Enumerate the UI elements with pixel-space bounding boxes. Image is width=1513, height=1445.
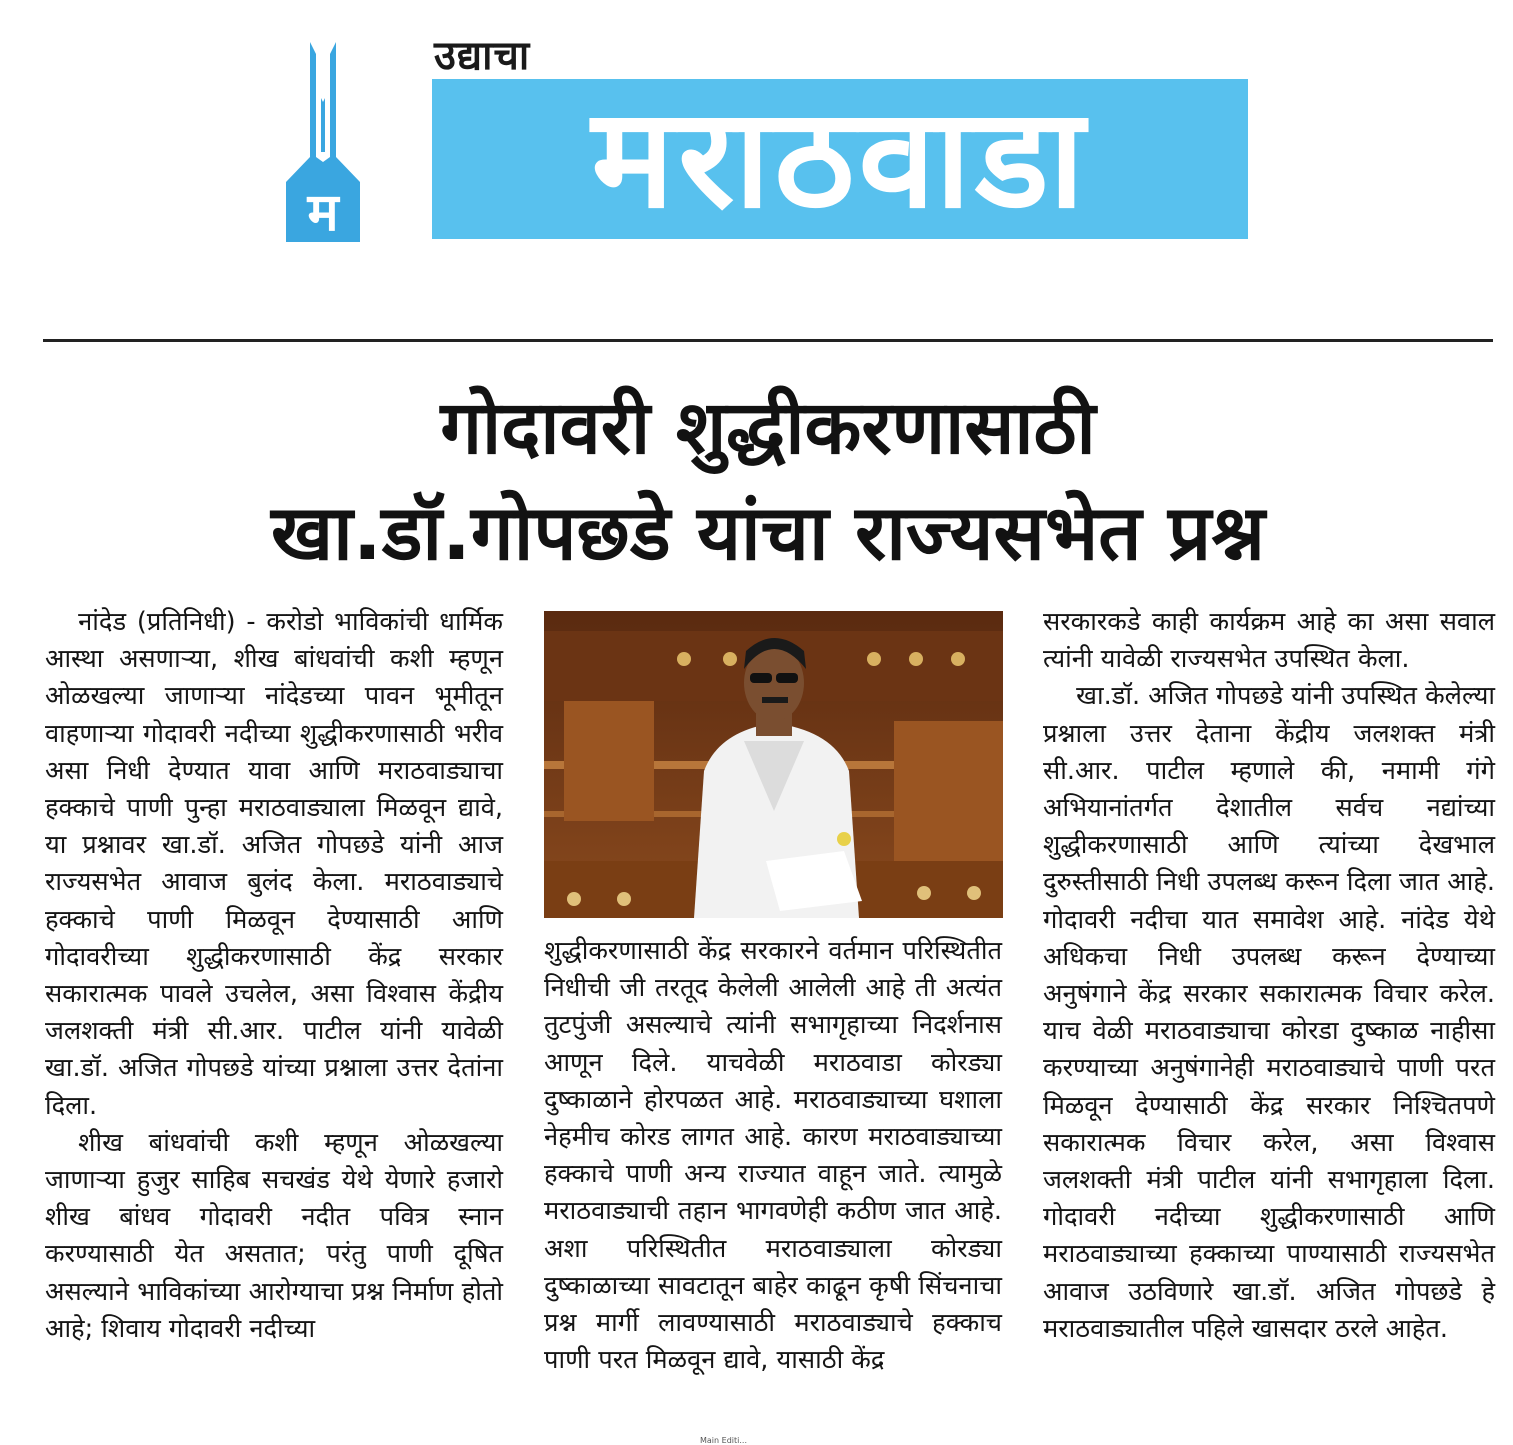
column-1-paragraph-1: नांदेड (प्रतिनिधी) - करोडो भाविकांची धार्मिक आस्था असणाऱ्या, शीख बांधवांची कशी म्हणून ओळखल्या जाणाऱ्या नांदेडच्या पावन भूमीतून वाहणाऱ्या गोदावरी नदीच्या शुद्धीकरणासाठी भरीव असा निधी देण्यात यावा आणि मराठवाड्याचा हक्काचे पाणी पुन्हा मराठवाड्याला मिळवून द्यावे, या प्रश्नावर खा.डॉ. अजित गोपछडे यांनी आज राज्यसभेत आवाज बुलंद केला. मराठवाड्याचे हक्काचे पाणी मिळवून देण्यासाठी आणि गोदावरीच्या शुद्धीकरणासाठी केंद्र सरकार सकारात्मक पावले उचलेल, असा विश्वास केंद्रीय जलशक्ती मंत्री सी.आर. पाटील यांनी यावेळी खा.डॉ. अजित गोपछडे यांच्या प्रश्नाला उत्तर देतांना दिला.: [45, 607, 503, 1121]
masthead: [0, 0, 1513, 300]
pen-nib-icon: [280, 32, 366, 242]
article-photo: [544, 611, 1003, 918]
headline-line-2: खा.डॉ.गोपछडे यांचा राज्यसभेत प्रश्न: [270, 488, 1266, 577]
column-3-paragraph-1: सरकारकडे काही कार्यक्रम आहे का असा सवाल त्यांनी यावेळी राज्यसभेत उपस्थित केला.: [1043, 607, 1495, 675]
article-headline: [43, 376, 1493, 586]
logo-letter: म: [307, 183, 339, 242]
speaker-photo: [544, 611, 1003, 918]
column-2-paragraph-1: शुद्धीकरणासाठी केंद्र सरकारने वर्तमान परिस्थितीत निधीची जी तरतूद केलेली आलेली आहे ती अत्यंत तुटपुंजी असल्याचे त्यांनी सभागृहाच्या निदर्शनास आणून दिले. याचवेळी मराठवाडा कोरड्या दुष्काळाने होरपळत आहे. मराठवाड्याच्या घशाला नेहमीच कोरड लागत आहे. कारण मराठवाड्याच्या हक्काचे पाणी अन्य राज्यात वाहून जाते. त्यामुळे मराठवाड्याची तहान भागवणेही कठीण जात आहे. अशा परिस्थितीत मराठवाड्याला कोरड्या दुष्काळाच्या सावटातून बाहेर काढून कृषी सिंचनाचा प्रश्न मार्गी लावण्यासाठी मराठवाड्याचे हक्काच पाणी परत मिळवून द्यावे, यासाठी केंद्र: [544, 936, 1002, 1376]
edition-note: Main Editi...: [700, 1436, 747, 1445]
masthead-kicker: उद्याचा: [434, 33, 531, 79]
brand-bar: [432, 79, 1248, 239]
header-divider: [43, 339, 1493, 342]
brand-wordmark: मराठवाडा: [591, 79, 1089, 239]
article-column-1: [45, 604, 503, 1348]
column-1-paragraph-2: शीख बांधवांची कशी म्हणून ओळखल्या जाणाऱ्या हुजुर साहिब सचखंड येथे येणारे हजारो शीख बांधव गोदावरी नदीत पवित्र स्नान करण्यासाठी येत असतात; परंतु पाणी दूषित असल्याने भाविकांच्या आरोग्याचा प्रश्न निर्माण होतो आहे; शिवाय गोदावरी नदीच्या: [45, 1127, 503, 1344]
column-3-paragraph-2: खा.डॉ. अजित गोपछडे यांनी उपस्थित केलेल्या प्रश्नाला उत्तर देताना केंद्रीय जलशक्त मंत्री सी.आर. पाटील म्हणाले की, नमामी गंगे अभियानांतर्गत देशातील सर्वच नद्यांच्या शुद्धीकरणासाठी आणि त्यांच्या देखभाल दुरुस्तीसाठी निधी उपलब्ध करून दिला जात आहे. गोदावरी नदीचा यात समावेश आहे. नांदेड येथे अधिकचा निधी उपलब्ध करून देण्याच्या अनुषंगाने केंद्र सरकार सकारात्मक विचार करेल. याच वेळी मराठवाड्याचा कोरडा दुष्काळ नाहीसा करण्याच्या अनुषंगानेही मराठवाड्याचे पाणी परत मिळवून देण्यासाठी केंद्र सरकार निश्चितपणे सकारात्मक विचार करेल, असा विश्वास जलशक्ती मंत्री पाटील यांनी सभागृहाला दिला. गोदावरी नदीच्या शुद्धीकरणासाठी आणि मराठवाड्याच्या हक्काच्या पाण्यासाठी राज्यसभेत आवाज उठविणारे खा.डॉ. अजित गोपछडे हे मराठवाड्यातील पहिले खासदार ठरले आहेत.: [1043, 681, 1495, 1344]
article-column-2: [544, 933, 1002, 1379]
article-column-3: [1043, 604, 1495, 1348]
headline-line-1: गोदावरी शुद्धीकरणासाठी: [440, 385, 1096, 471]
